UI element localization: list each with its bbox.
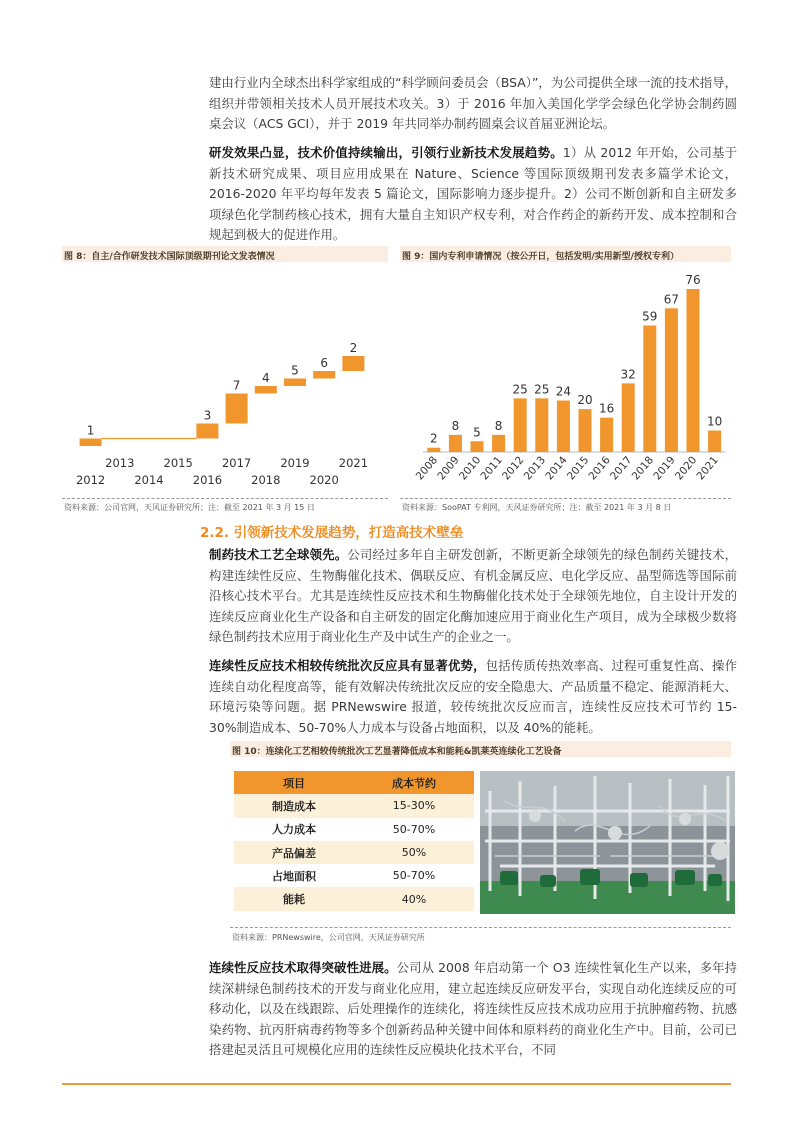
patent-bar: [579, 409, 592, 452]
fig10-title: 图 10：连续化工艺相较传统批次工艺显著降低成本和能耗&凯莱英连续化工艺设备: [232, 747, 562, 757]
table-cell: 50-70%: [354, 818, 474, 841]
tick-label: 2021: [338, 456, 369, 470]
table-cell: 占地面积: [234, 864, 354, 887]
tick-label: 2018: [629, 454, 657, 483]
tick-label: 2014: [543, 454, 570, 483]
paragraph-lead: 连续性反应技术相较传统批次反应具有显著优势，: [209, 658, 486, 673]
paragraph-body: 公司经过多年自主研发创新，不断更新全球领先的绿色制药关键技术，构建连续性反应、生物酶催化技术、偶联反应、有机金属反应、电化学反应、晶型筛选等国际前沿核心技术平台。尤其是连续性反应技术和生物酶催化技术处于全球领先地位，自主设计开发的连续反应商业化生产设备和自主研发的固定化酶加速应用于商业化生产项目，成为全球极少数将绿色制药技术应用于商业化生产及中试生产的企业之一。: [209, 547, 738, 644]
table-cell: 50%: [354, 841, 474, 864]
paragraph-lead: 研发效果凸显，技术价值持续输出，引领行业新技术发展趋势。: [209, 145, 563, 160]
data-label: 7: [232, 378, 241, 393]
paragraph-research-results: [209, 143, 737, 246]
table-row: [234, 818, 474, 841]
tick-label: 2010: [456, 454, 484, 483]
patent-bar: [471, 441, 484, 452]
table-header: 项目: [234, 771, 354, 794]
data-label: 25: [534, 382, 550, 397]
paragraph-tech-leading: [209, 545, 737, 648]
waterfall-bar: [196, 424, 218, 439]
waterfall-bar: [80, 439, 102, 447]
section-heading: 2.2. 引领新技术发展趋势，打造高技术壁垒: [200, 525, 464, 541]
table-cell: 40%: [354, 887, 474, 910]
paragraph-body: 公司从 2008 年启动第一个 O3 连续性氧化生产以来，多年持续深耕绿色制药技术的开发与商业化应用，建立起连续反应研发平台，实现自动化连续反应的可移动化，以及在线跟踪、后处理操作的连续化，将连续性反应技术成功应用于抗肿瘤药物、抗感染药物、抗丙肝病毒药物等多个创新药品种关键中间体和原料药的商业化生产中。目前，公司已搭建起灵活且可规模化应用的连续性反应模块化技术平台，不同: [209, 960, 737, 1057]
data-label: 8: [451, 418, 460, 433]
paragraph-continuous-advantage: [209, 656, 737, 738]
table-cell: 50-70%: [354, 864, 474, 887]
tick-label: 2020: [672, 454, 700, 483]
data-label: 67: [663, 292, 680, 307]
data-label: 5: [291, 363, 299, 378]
data-label: 2: [429, 431, 438, 446]
table-cell: 产品偏差: [234, 841, 354, 864]
patent-bar: [492, 435, 505, 452]
tick-label: 2008: [413, 454, 441, 483]
table-cell: 15-30%: [354, 794, 474, 817]
tick-label: 2020: [309, 473, 339, 487]
fig9-title: 图 9：国内专利申请情况（按公开日，包括发明/实用新型/授权专利）: [402, 252, 679, 262]
table-header: 成本节约: [354, 771, 474, 794]
footer-rule: [62, 1083, 731, 1085]
tick-label: 2018: [251, 473, 281, 487]
table-cell: 能耗: [234, 887, 354, 910]
data-label: 2: [349, 341, 358, 355]
tick-label: 2011: [478, 454, 505, 483]
table-row: [234, 864, 474, 887]
data-label: 8: [494, 418, 503, 433]
paragraph-lead: 制药技术工艺全球领先。: [209, 547, 348, 562]
data-label: 5: [473, 425, 481, 440]
patent-bar: [514, 398, 527, 452]
fig9-divider: [400, 498, 731, 499]
table-cell: 制造成本: [234, 794, 354, 817]
waterfall-bar: [342, 356, 364, 371]
data-label: 32: [620, 367, 636, 382]
tick-label: 2014: [134, 473, 164, 487]
tick-label: 2013: [521, 454, 549, 483]
patent-bar: [557, 401, 570, 452]
tick-label: 2015: [564, 454, 592, 483]
tick-label: 2012: [500, 454, 527, 483]
data-label: 25: [512, 382, 528, 397]
data-label: 16: [598, 401, 615, 416]
paragraph-body: 1）从 2012 年开始，公司基于新技术研究成果、项目应用成果在 Nature、Science 等国际顶级期刊发表多篇学术论文，2016-2020 年平均每年发表 5 篇论文，国际影响力逐步提升。2）公司不断创新和自主研发多项绿色化学制药核心技术，拥有大量自主知识产权专利，对合作药企的新药开发、成本控制和合规起到极大的促进作用。: [209, 145, 738, 242]
waterfall-bar: [255, 386, 277, 394]
tick-label: 2013: [105, 456, 135, 470]
equipment-photo: [480, 771, 735, 914]
tick-label: 2021: [694, 454, 721, 483]
data-label: 76: [685, 273, 701, 287]
patent-bar: [708, 431, 721, 452]
patent-bar: [643, 325, 656, 452]
waterfall-bar: [226, 394, 248, 424]
data-label: 24: [555, 384, 572, 399]
data-label: 6: [320, 356, 329, 370]
tick-label: 2019: [280, 456, 310, 470]
paragraph-breakthrough: [209, 958, 737, 1061]
patent-bar: [687, 289, 700, 452]
waterfall-bar: [313, 371, 335, 379]
data-label: 1: [86, 423, 95, 438]
tick-label: 2015: [163, 456, 193, 470]
table-cell: 人力成本: [234, 818, 354, 841]
patent-bar: [665, 308, 678, 452]
tick-label: 2017: [221, 456, 252, 470]
tick-label: 2019: [651, 454, 678, 483]
table-header-row: [234, 771, 474, 794]
fig8-source: 资料来源：公司官网，天风证券研究所；注：截至 2021 年 3 月 15 日: [64, 503, 315, 512]
fig10-divider: [230, 927, 731, 928]
paragraph-bsa: 建由行业内全球杰出科学家组成的“科学顾问委员会（BSA）”，为公司提供全球一流的技术指导，组织并带领相关技术人员开展技术攻关。3）于 2016 年加入美国化学学会绿色化学协会制药圆桌会议（ACS GCI），并于 2019 年共同举办制药圆桌会议首届亚洲论坛。: [209, 75, 737, 131]
tick-label: 2016: [192, 473, 223, 487]
patent-bar: [449, 435, 462, 452]
fig9-source: 资料来源：SooPAT 专利网，天风证券研究所；注：截至 2021 年 3 月 8 日: [402, 503, 672, 512]
paragraph-lead: 连续性反应技术取得突破性进展。: [209, 960, 397, 975]
paragraph-body: 包括传质传热效率高、过程可重复性高、操作连续自动化程度高等，能有效解决传统批次反应的安全隐患大、产品质量不稳定、能源消耗大、环境污染等问题。据 PRNewswire 报道，较传统批次反应而言，连续性反应技术可节约 15-30%制造成本、50-70%人力成本与设备占地面积，以及 40%的能耗。: [209, 658, 738, 735]
table-row: [234, 794, 474, 817]
tick-label: 2009: [435, 454, 462, 483]
table-row: [234, 887, 474, 910]
fig8-chart: [62, 266, 388, 496]
fig10-source: 资料来源：PRNewswire，公司官网，天风证券研究所: [232, 933, 425, 942]
fig8-divider: [62, 498, 388, 499]
table-row: [234, 841, 474, 864]
tick-label: 2017: [608, 454, 635, 483]
patent-bar: [535, 398, 548, 452]
data-label: 4: [261, 371, 270, 385]
data-label: 59: [642, 309, 658, 324]
fig9-chart: [400, 266, 731, 496]
waterfall-bar: [284, 379, 306, 387]
data-label: 3: [203, 408, 212, 423]
data-label: 10: [706, 414, 723, 429]
patent-bar: [600, 418, 613, 452]
cost-savings-table: [234, 771, 474, 911]
tick-label: 2012: [75, 473, 106, 487]
patent-bar: [427, 448, 440, 452]
data-label: 20: [577, 393, 593, 408]
fig8-title: 图 8：自主/合作研发技术国际顶级期刊论文发表情况: [64, 252, 275, 262]
tick-label: 2016: [586, 454, 613, 483]
patent-bar: [622, 383, 635, 452]
